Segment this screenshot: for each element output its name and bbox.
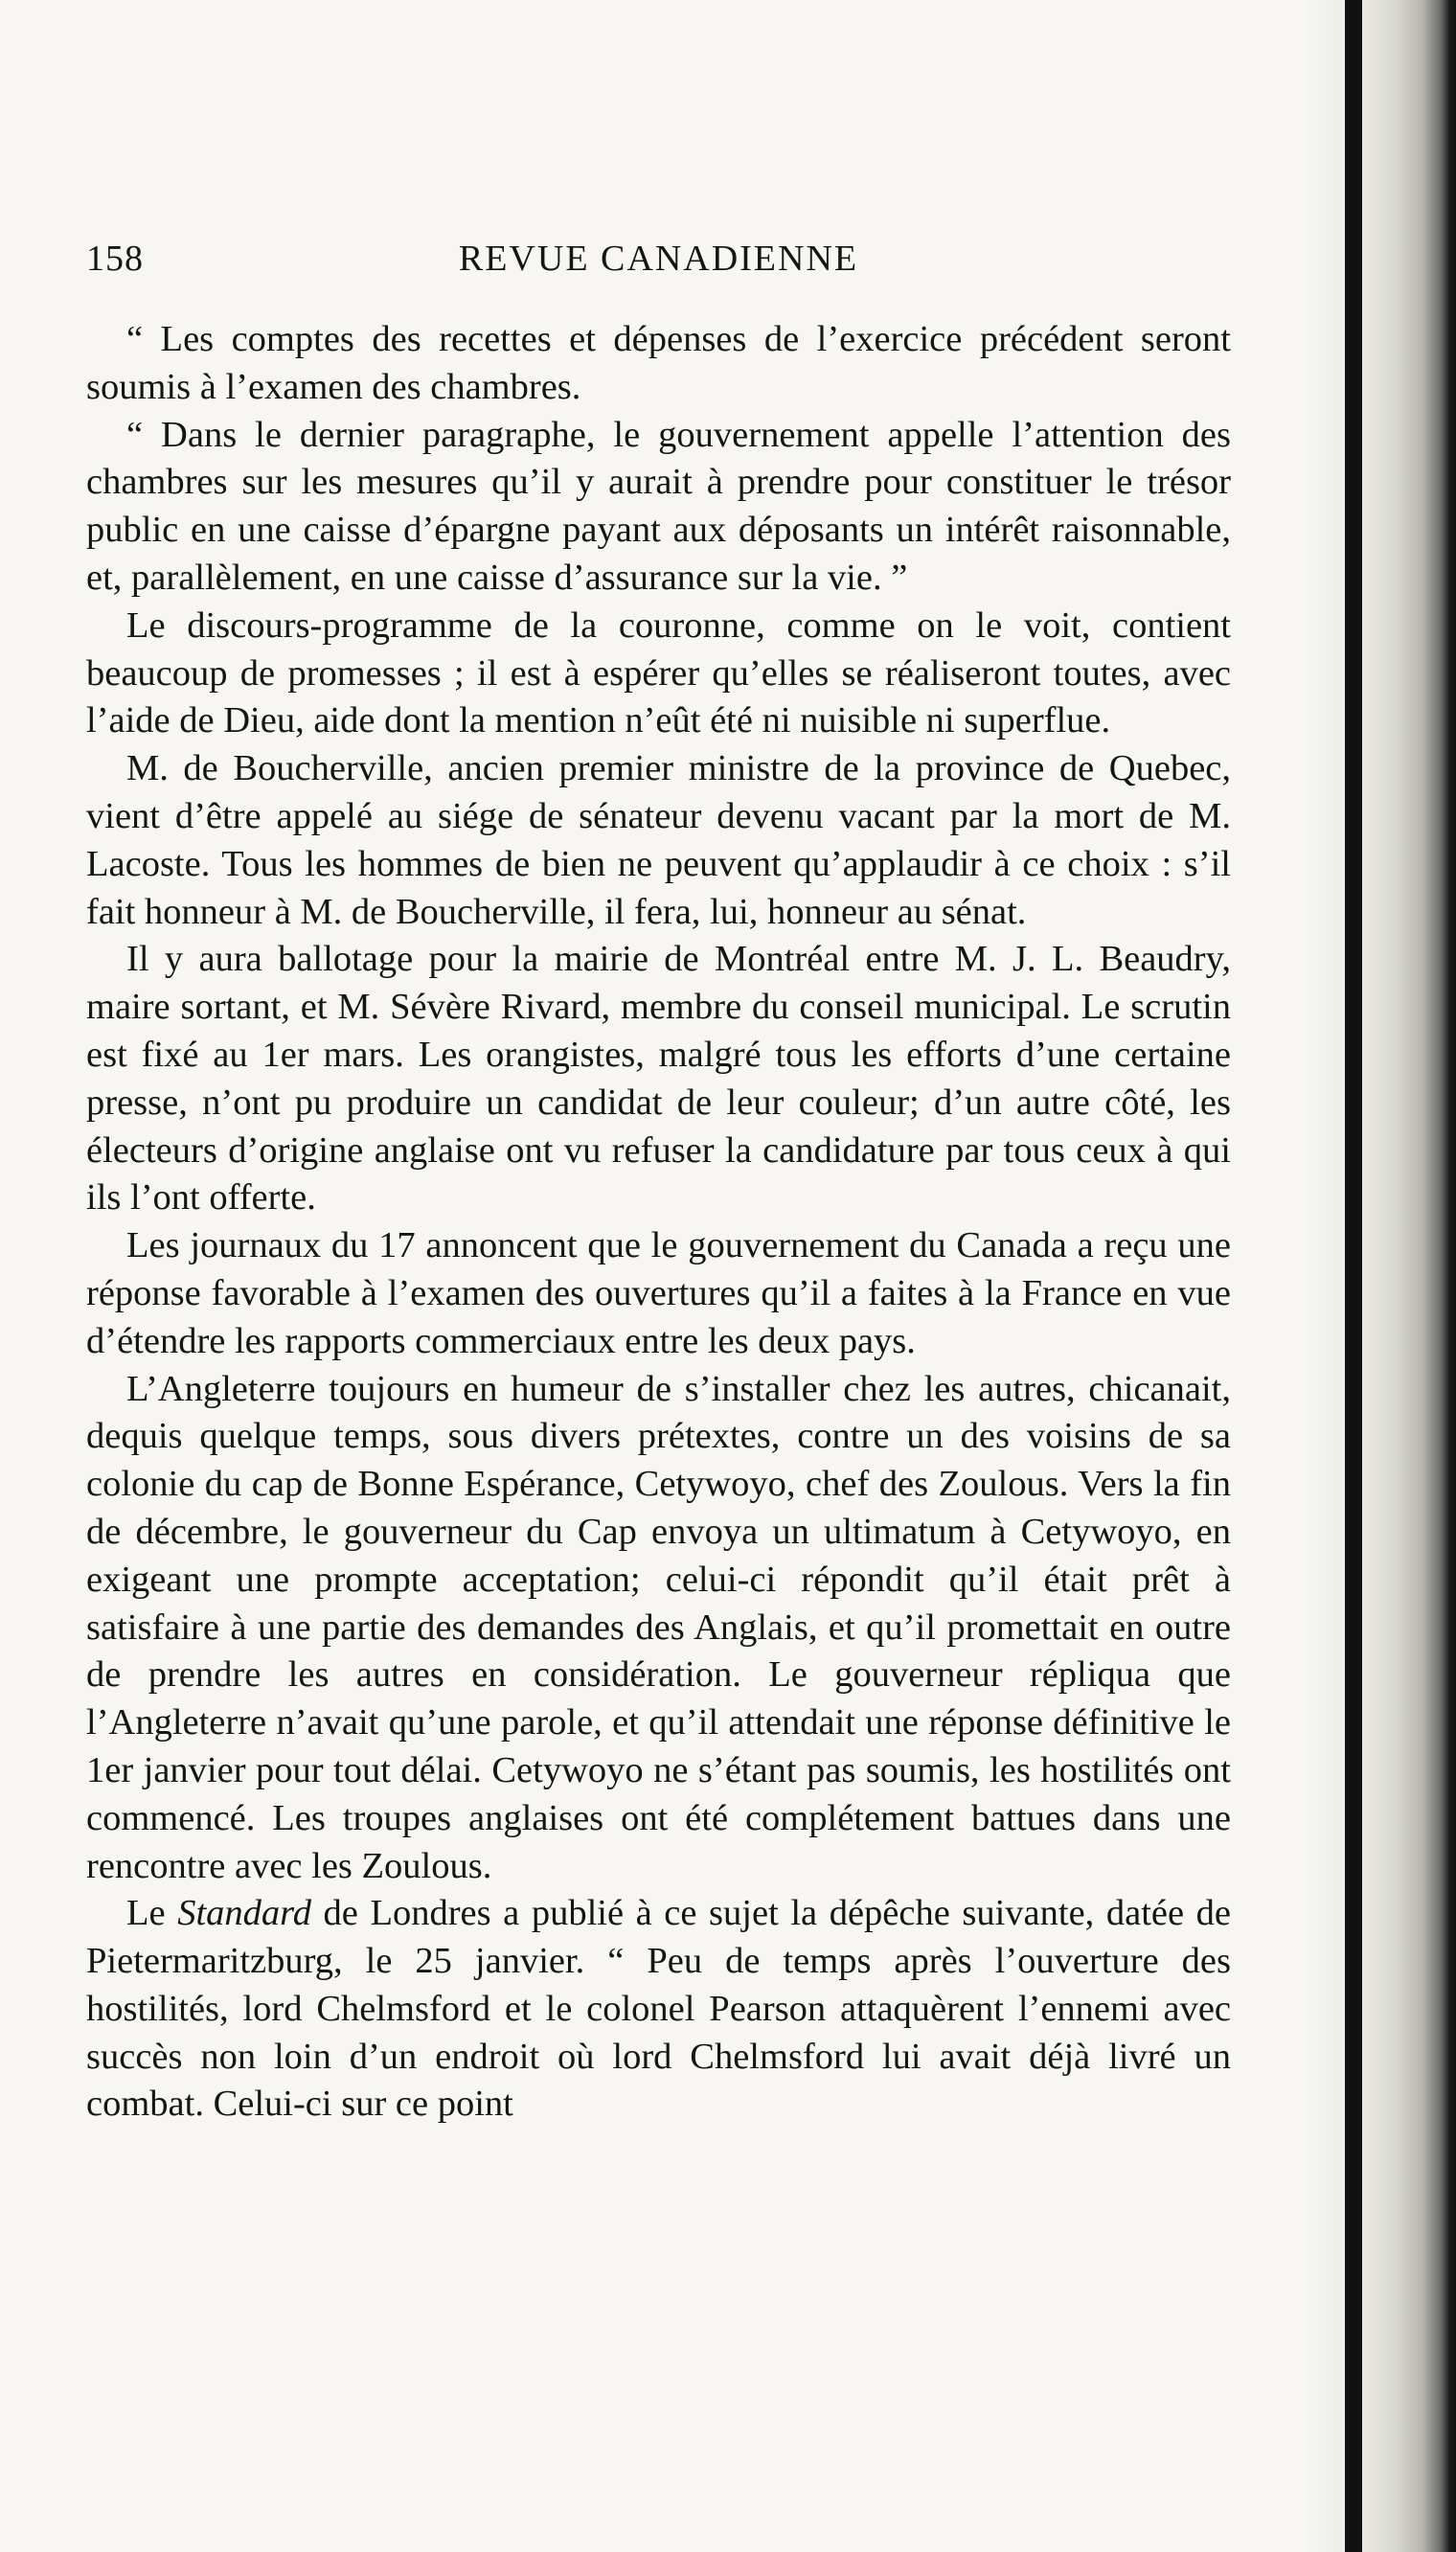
- paragraph: “ Les comptes des recettes et dépenses de l’exercice précédent seront soumis à l’examen des chambres.: [86, 319, 1231, 407]
- journal-title: REVUE CANADIENNE: [458, 239, 859, 279]
- binding-edge: [1345, 0, 1362, 2552]
- paragraph: Il y aura ballotage pour la mairie de Montréal entre M. J. L. Beaudry, maire sortant, et M. Sévère Rivard, membre du conseil municipal. Le scrutin est fixé au 1er mars. Les orangistes, malgré tous les efforts d’une certaine presse, n’ont pu produire un candidat de leur couleur; d’un autre côté, les électeurs d’origine anglaise ont vu refuser la candidature par tous ceux à qui ils l’ont offerte.: [86, 939, 1231, 1219]
- paragraph-lead: Le: [126, 1893, 178, 1934]
- newspaper-title: Standard: [177, 1893, 311, 1934]
- running-head: [86, 238, 1231, 285]
- paragraph: L’Angleterre toujours en humeur de s’installer chez les autres, chicanait, dequis quelque temps, sous divers prétextes, contre un des voisins de sa colonie du cap de Bonne Espérance, Cetywoyo, chef des Zoulous. Vers la fin de décembre, le gouverneur du Cap envoya un ultimatum à Cetywoyo, en exigeant une prompte acceptation; celui-ci répondit qu’il était prêt à satisfaire à une partie des demandes des Anglais, et qu’il promettait en outre de prendre les autres en considération. Le gouverneur répliqua que l’Angleterre n’avait qu’une parole, et qu’il attendait une réponse définitive le 1er janvier pour tout délai. Cetywoyo ne s’étant pas soumis, les hostilités ont commencé. Les troupes anglaises ont été complétement battues dans une rencontre avec les Zoulous.: [86, 1368, 1231, 1886]
- paragraph: Le discours-programme de la couronne, comme on le voit, contient beaucoup de promesses ; il est à espérer qu’elles se réaliseront toutes, avec l’aide de Dieu, aide dont la mention n’eût été ni nuisible ni superflue.: [86, 604, 1231, 741]
- page-edge-shadow: [1303, 0, 1456, 2552]
- page-number: 158: [86, 239, 144, 279]
- paragraph: “ Dans le dernier paragraphe, le gouvernement appelle l’attention des chambres sur les mesures qu’il y aurait à prendre pour constituer le trésor public en une caisse d’épargne payant aux déposants un intérêt raisonnable, et, parallèlement, en une caisse d’assurance sur la vie. ”: [86, 414, 1231, 598]
- body-text: [86, 316, 1231, 2129]
- paragraph-rest: de Londres a publié à ce sujet la dépêche suivante, datée de Pietermaritzburg, le 25 janvier. “ Peu de temps après l’ouverture des hostilités, lord Chelmsford et le colonel Pearson attaquèrent l’ennemi avec succès non loin d’un endroit où lord Chelmsford lui avait déjà livré un combat. Celui-ci sur ce point: [86, 1893, 1231, 2125]
- paragraph-last: [86, 1890, 1231, 2129]
- paragraph: M. de Boucherville, ancien premier ministre de la province de Quebec, vient d’être appelé au siége de sénateur devenu vacant par la mort de M. Lacoste. Tous les hommes de bien ne peuvent qu’applaudir à ce choix : s’il fait honneur à M. de Boucherville, il fera, lui, honneur au sénat.: [86, 748, 1231, 932]
- paragraph: Les journaux du 17 annoncent que le gouvernement du Canada a reçu une réponse favorable à l’examen des ouvertures qu’il a faites à la France en vue d’étendre les rapports commerciaux entre les deux pays.: [86, 1225, 1231, 1361]
